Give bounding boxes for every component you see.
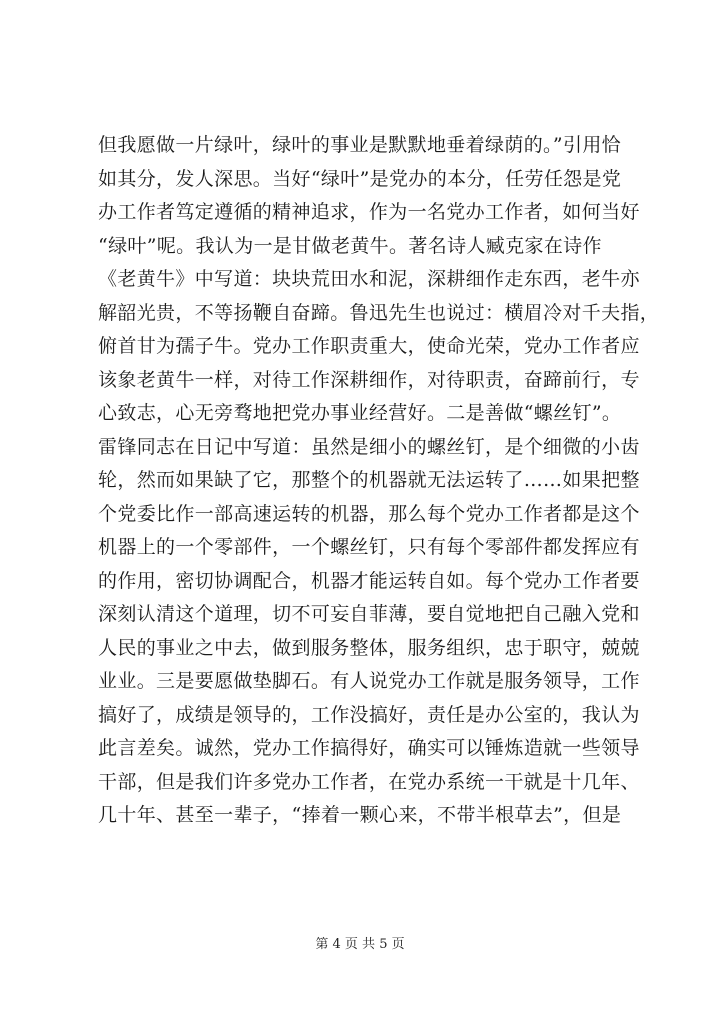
text-line-10: 雷锋同志在日记中写道：虽然是细小的螺丝钉，是个细微的小齿 bbox=[98, 435, 640, 458]
text-line-18: 搞好了，成绩是领导的，工作没搞好，责任是办公室的，我认为 bbox=[98, 703, 640, 726]
text-line-13: 机器上的一个零部件，一个螺丝钉，只有每个零部件都发挥应有 bbox=[98, 536, 640, 558]
text-line-8: 该象老黄牛一样，对待工作深耕细作，对待职责，奋蹄前行，专 bbox=[98, 368, 640, 391]
text-line-9: 心致志，心无旁骛地把党办事业经营好。二是善做“螺丝钉”。 bbox=[98, 402, 622, 424]
text-line-16: 人民的事业之中去，做到服务整体，服务组织，忠于职守，兢兢 bbox=[98, 636, 640, 659]
text-line-12: 个党委比作一部高速运转的机器，那么每个党办工作者都是这个 bbox=[98, 502, 640, 525]
body-text bbox=[98, 129, 678, 833]
page-footer bbox=[0, 936, 720, 954]
text-line-15: 深刻认清这个道理，切不可妄自菲薄，要自觉地把自己融入党和 bbox=[98, 603, 640, 625]
text-line-17: 业业。三是要愿做垫脚石。有人说党办工作就是服务领导，工作 bbox=[98, 670, 640, 692]
text-line-1: 但我愿做一片绿叶，绿叶的事业是默默地垂着绿荫的。”引用恰 bbox=[98, 134, 622, 156]
text-line-3: 办工作者笃定遵循的精神追求，作为一名党办工作者，如何当好 bbox=[98, 201, 640, 223]
text-line-4: “绿叶”呢。我认为一是甘做老黄牛。著名诗人臧克家在诗作 bbox=[98, 234, 602, 257]
text-line-7: 俯首甘为孺子牛。党办工作职责重大，使命光荣，党办工作者应 bbox=[98, 335, 640, 357]
text-line-11: 轮，然而如果缺了它，那整个的机器就无法运转了……如果把整 bbox=[98, 469, 640, 491]
page-number-label: 第 4 页 共 5 页 bbox=[315, 937, 405, 952]
text-line-2: 如其分，发人深思。当好“绿叶”是党办的本分，任劳任怨是党 bbox=[98, 167, 622, 190]
text-line-19: 此言差矣。诚然，党办工作搞得好，确实可以锤炼造就一些领导 bbox=[98, 737, 640, 759]
text-line-21: 几十年、甚至一辈子，“捧着一颗心来，不带半根草去”，但是 bbox=[98, 804, 622, 826]
text-line-14: 的作用，密切协调配合，机器才能运转自如。每个党办工作者要 bbox=[98, 569, 640, 592]
text-line-5: 《老黄牛》中写道：块块荒田水和泥，深耕细作走东西，老牛亦 bbox=[98, 268, 640, 290]
text-line-6: 解韶光贵，不等扬鞭自奋蹄。鲁迅先生也说过：横眉冷对千夫指， bbox=[98, 301, 660, 324]
text-line-20: 干部，但是我们许多党办工作者，在党办系统一干就是十几年、 bbox=[98, 770, 640, 793]
